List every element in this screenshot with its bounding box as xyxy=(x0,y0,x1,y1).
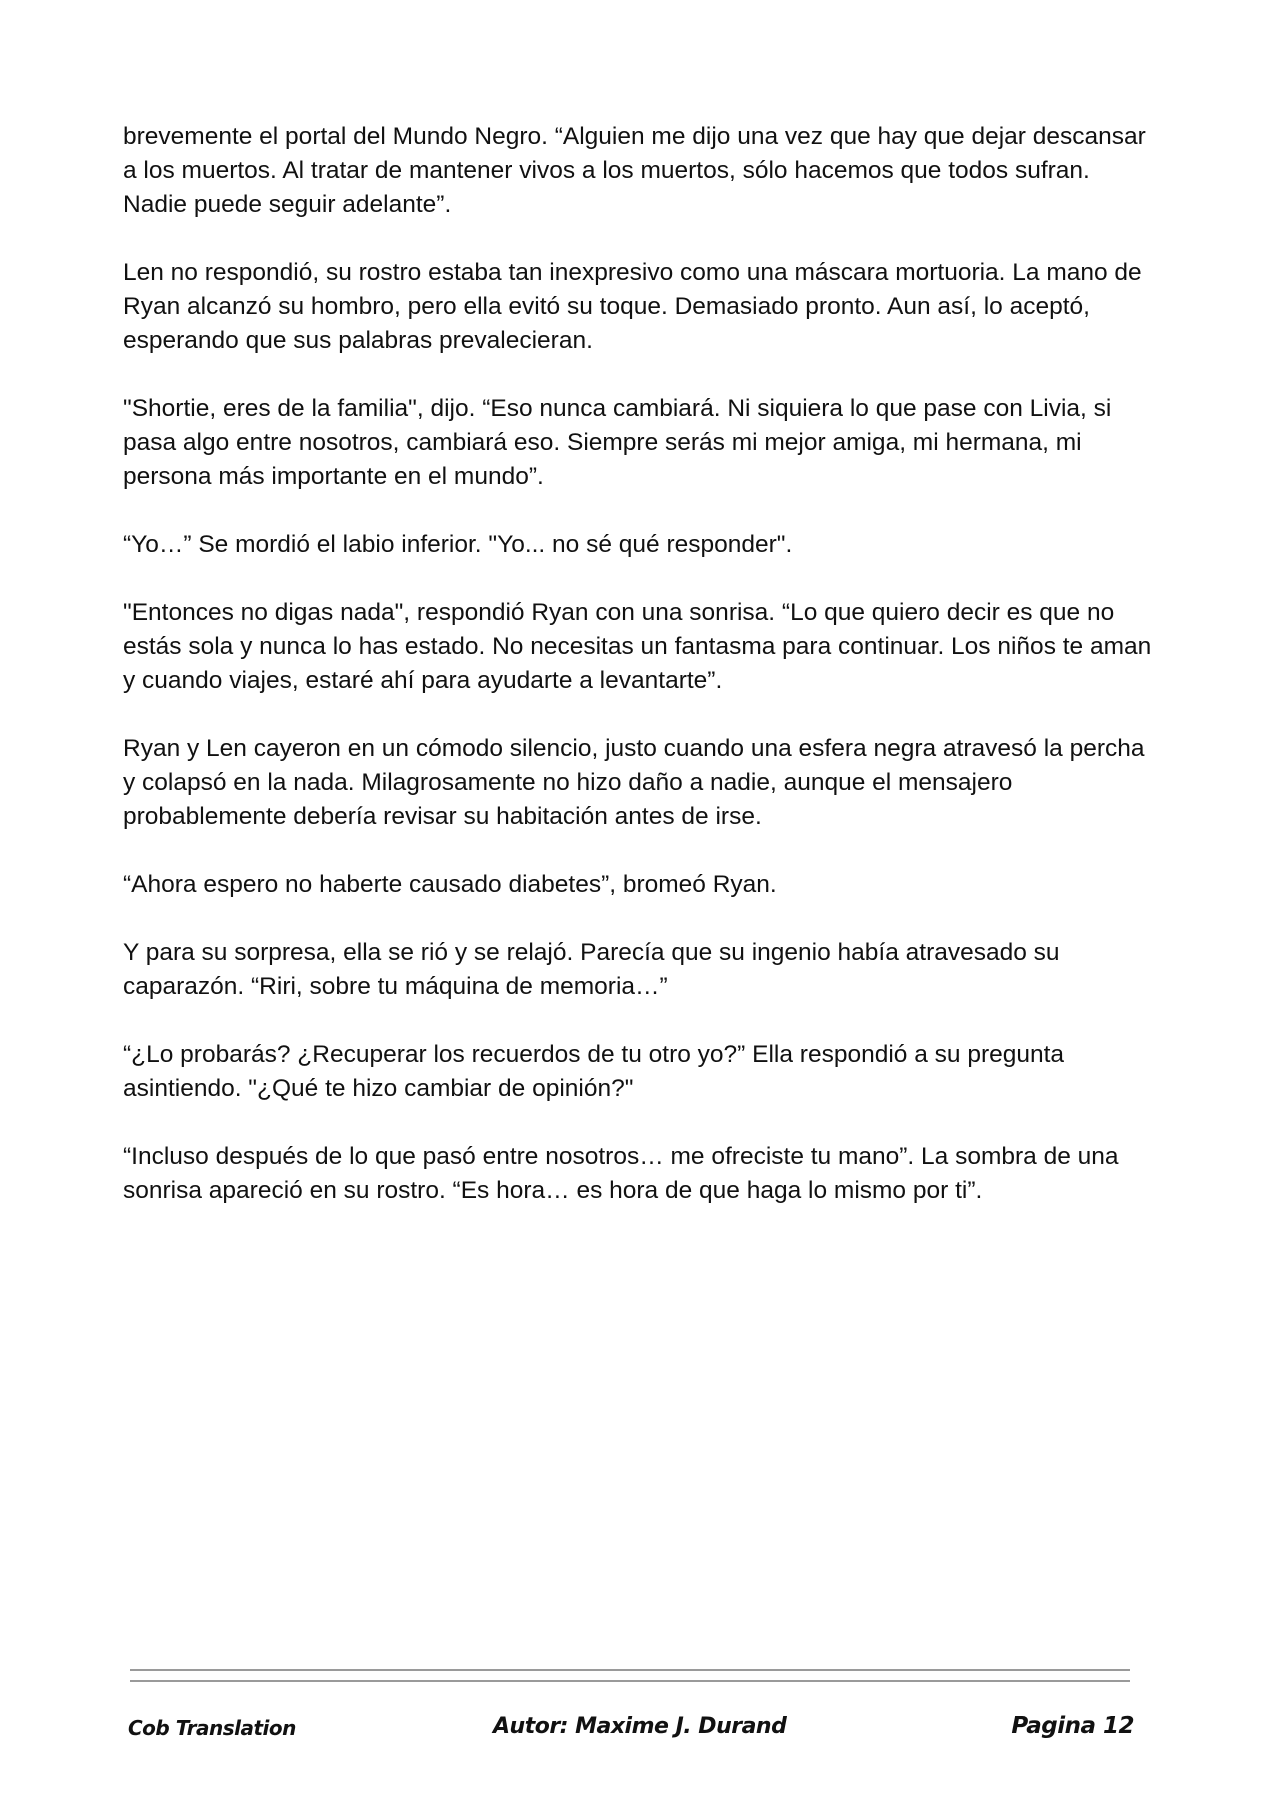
page-footer xyxy=(128,1712,1134,1746)
paragraph-5: "Entonces no digas nada", respondió Ryan con una sonrisa. “Lo que quiero decir es que no estás sola y nunca lo has estado. No necesitas un fantasma para continuar. Los niños te aman y cuando viajes, estaré ahí para ayudarte a levantarte”. xyxy=(123,599,1152,694)
footer-rule-top xyxy=(130,1669,1130,1671)
paragraph-3: "Shortie, eres de la familia", dijo. “Eso nunca cambiará. Ni siquiera lo que pase con Livia, si pasa algo entre nosotros, cambiará eso. Siempre serás mi mejor amiga, mi hermana, mi persona más importante en el mundo”. xyxy=(123,395,1112,490)
footer-rule-bottom xyxy=(130,1680,1130,1682)
body-text xyxy=(123,120,1153,1242)
footer-translator: Cob Translation xyxy=(128,1716,296,1740)
paragraph-8: Y para su sorpresa, ella se rió y se relajó. Parecía que su ingenio había atravesado su caparazón. “Riri, sobre tu máquina de memoria…” xyxy=(123,939,1060,1000)
paragraph-6: Ryan y Len cayeron en un cómodo silencio, justo cuando una esfera negra atravesó la percha y colapsó en la nada. Milagrosamente no hizo daño a nadie, aunque el mensajero probablemente debería revisar su habitación antes de irse. xyxy=(123,735,1145,830)
paragraph-10: “Incluso después de lo que pasó entre nosotros… me ofreciste tu mano”. La sombra de una sonrisa apareció en su rostro. “Es hora… es hora de que haga lo mismo por ti”. xyxy=(123,1143,1119,1204)
paragraph-7: “Ahora espero no haberte causado diabetes”, bromeó Ryan. xyxy=(123,871,777,898)
footer-page-number: Pagina 12 xyxy=(1011,1713,1134,1739)
paragraph-1: brevemente el portal del Mundo Negro. “Alguien me dijo una vez que hay que dejar descansar a los muertos. Al tratar de mantener vivos a los muertos, sólo hacemos que todos sufran. Nadie puede seguir adelante”. xyxy=(123,123,1146,218)
paragraph-2: Len no respondió, su rostro estaba tan inexpresivo como una máscara mortuoria. La mano de Ryan alcanzó su hombro, pero ella evitó su toque. Demasiado pronto. Aun así, lo aceptó, esperando que sus palabras prevalecieran. xyxy=(123,259,1142,354)
paragraph-4: “Yo…” Se mordió el labio inferior. "Yo... no sé qué responder". xyxy=(123,531,793,558)
paragraph-9: “¿Lo probarás? ¿Recuperar los recuerdos de tu otro yo?” Ella respondió a su pregunta asintiendo. "¿Qué te hizo cambiar de opinión?" xyxy=(123,1041,1065,1102)
footer-divider xyxy=(130,1669,1130,1682)
footer-author: Autor: Maxime J. Durand xyxy=(493,1714,787,1739)
